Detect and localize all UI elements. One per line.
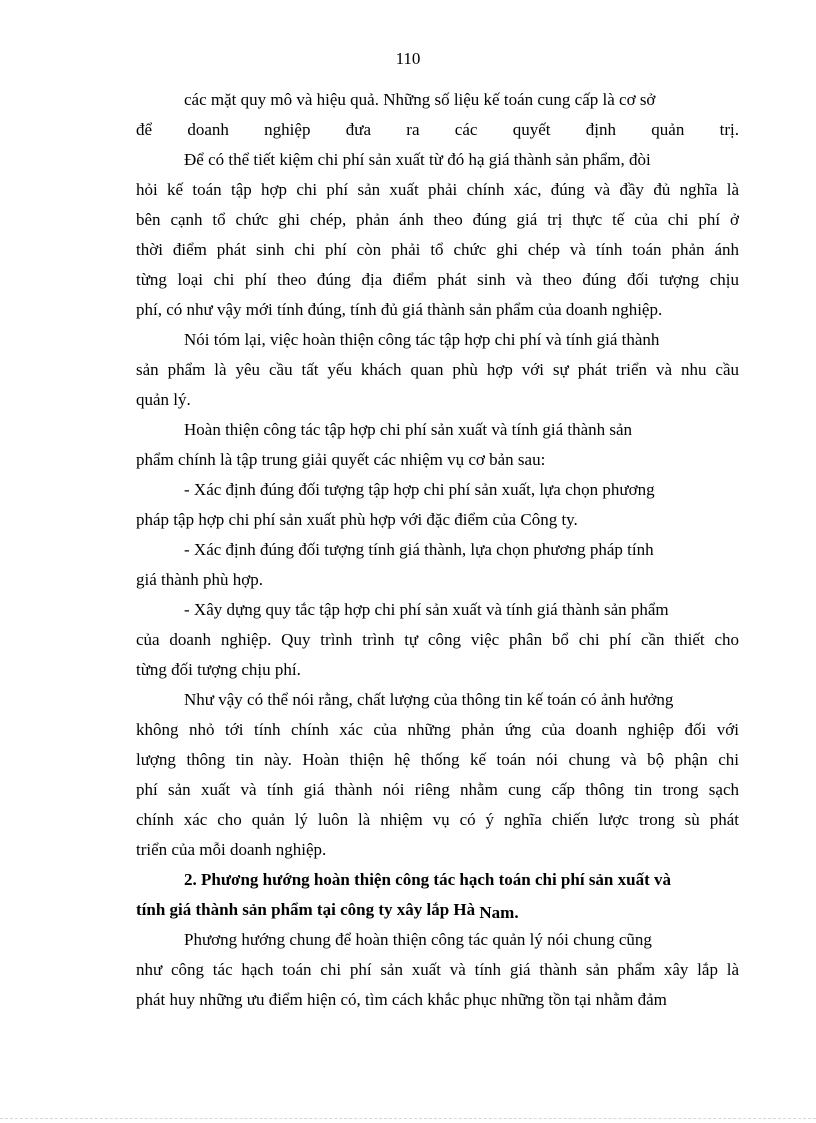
text-line: pháp tập hợp chi phí sản xuất phù hợp với đặc điểm của Công ty.	[136, 510, 578, 529]
document-body	[136, 85, 739, 1015]
text-line: triển của mỗi doanh nghiệp.	[136, 840, 327, 859]
text-line: không nhỏ tới tính chính xác của những phản ứng của doanh nghiệp đối với	[136, 720, 739, 739]
text-line: thời điểm phát sinh chi phí còn phải tổ chức ghi chép và tính toán phản ánh	[136, 240, 739, 259]
text-line: của doanh nghiệp. Quy trình trình tự công việc phân bổ chi phí cần thiết cho	[136, 630, 739, 649]
text-line: lượng thông tin này. Hoàn thiện hệ thống kế toán nói chung và bộ phận chi	[136, 750, 739, 769]
text-line: phẩm chính là tập trung giải quyết các nhiệm vụ cơ bản sau:	[136, 450, 546, 469]
text-line: phát huy những ưu điểm hiện có, tìm cách khắc phục những tồn tại nhằm đảm	[136, 990, 667, 1009]
text-line: từng đối tượng chịu phí.	[136, 660, 301, 679]
text-line: sản phẩm là yêu cầu tất yếu khách quan phù hợp với sự phát triển và nhu cầu	[136, 360, 739, 379]
text-line: Như vậy có thể nói rằng, chất lượng của thông tin kế toán có ảnh hưởng	[184, 690, 674, 709]
text-line: - Xác định đúng đối tượng tính giá thành, lựa chọn phương pháp tính	[184, 540, 654, 559]
text-line: Nói tóm lại, việc hoàn thiện công tác tập hợp chi phí và tính giá thành	[184, 330, 660, 349]
text-line: các mặt quy mô và hiệu quả. Những số liệu kế toán cung cấp là cơ sở	[184, 90, 656, 109]
text-line: hỏi kế toán tập hợp chi phí sản xuất phải chính xác, đúng và đầy đủ nghĩa là	[136, 180, 739, 199]
page-bottom-rule	[0, 1118, 816, 1119]
text-line: Để có thể tiết kiệm chi phí sản xuất từ đó hạ giá thành sản phẩm, đòi	[184, 150, 651, 169]
heading-subscript: Nam.	[479, 903, 519, 922]
heading-text: tính giá thành sản phẩm tại công ty xây lắp Hà	[136, 900, 480, 919]
text-line: Phương hướng chung để hoàn thiện công tác quản lý nói chung cũng	[184, 930, 652, 949]
text-line: - Xây dựng quy tắc tập hợp chi phí sản xuất và tính giá thành sản phẩm	[184, 600, 669, 619]
text-line: - Xác định đúng đối tượng tập hợp chi phí sản xuất, lựa chọn phương	[184, 480, 655, 499]
text-line: để doanh nghiệp đưa ra các quyết định quản trị.	[136, 120, 739, 139]
text-line: giá thành phù hợp.	[136, 570, 264, 589]
text-line: Hoàn thiện công tác tập hợp chi phí sản xuất và tính giá thành sản	[184, 420, 633, 439]
text-line: bên cạnh tổ chức ghi chép, phản ánh theo đúng giá trị thực tế của chi phí ở	[136, 210, 739, 229]
text-line: phí sản xuất và tính giá thành nói riêng nhằm cung cấp thông tin trong sạch	[136, 780, 739, 799]
text-line: quản lý.	[136, 390, 191, 409]
text-line: từng loại chi phí theo đúng địa điểm phát sinh và theo đúng đối tượng chịu	[136, 270, 739, 289]
text-line: phí, có như vậy mới tính đúng, tính đủ giá thành sản phẩm của doanh nghiệp.	[136, 300, 663, 319]
text-line: như công tác hạch toán chi phí sản xuất và tính giá thành sản phẩm xây lắp là	[136, 960, 739, 979]
page-number: 110	[395, 49, 421, 68]
text-line: chính xác cho quản lý luôn là nhiệm vụ có ý nghĩa chiến lược trong sù phát	[136, 810, 739, 829]
section-heading-continued	[136, 895, 739, 925]
section-heading: 2. Phương hướng hoàn thiện công tác hạch toán chi phí sản xuất và	[184, 870, 671, 889]
